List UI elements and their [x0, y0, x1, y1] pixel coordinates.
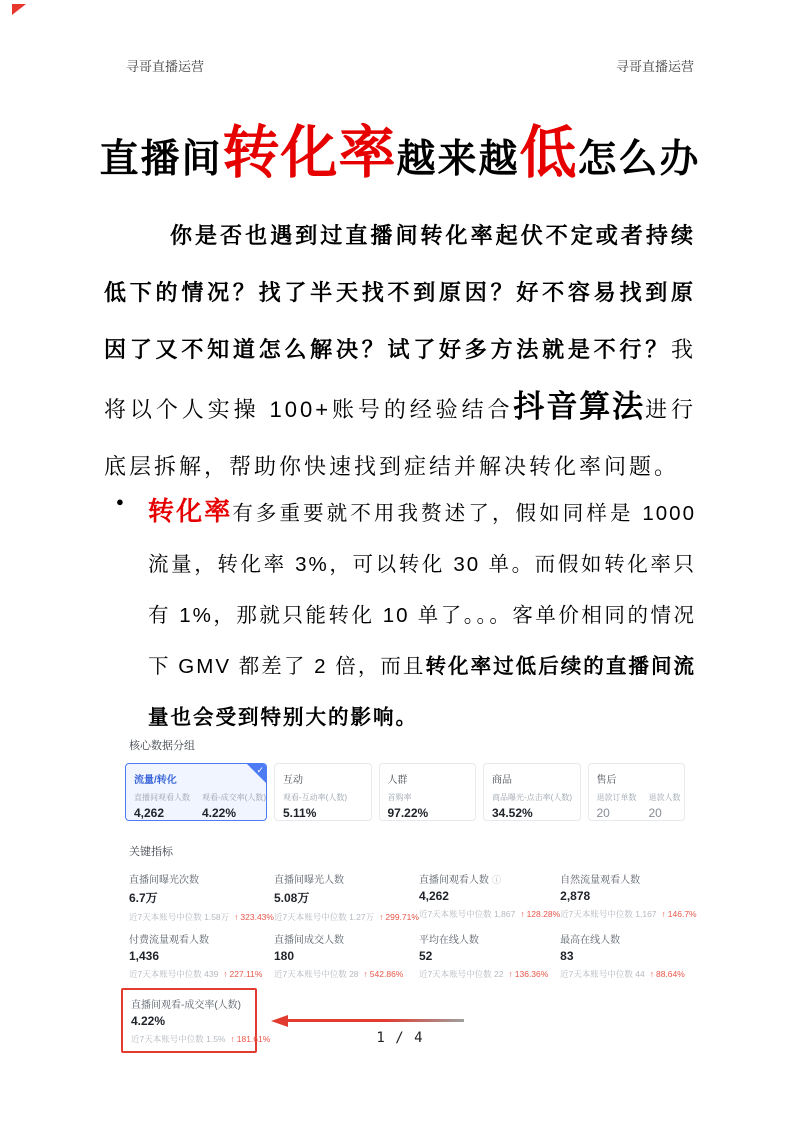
bullet-text [148, 486, 696, 743]
card-metric-label: 首购率 [387, 793, 412, 802]
kpi-median-line: 近7天本账号中位数 28 ↑ 542.86% [273, 969, 404, 979]
kpi-change-badge: ↑ 323.43% [234, 912, 274, 922]
card-metric-value: 4.22% [202, 806, 237, 820]
intro-bold-text: 你是否也遇到过直播间转化率起伏不定或者持续低下的情况？找了半天找不到原因？好不容易找到原因了又不知道怎么解决？试了好多方法就是不行？ [104, 223, 696, 362]
kpi-value: 52 [418, 949, 433, 963]
metric-card-row [125, 763, 685, 821]
card-metric-label: 退款人数 [648, 793, 681, 802]
kpi-grid [125, 871, 697, 980]
kpi-median-line: 近7天本账号中位数 1.27万 ↑ 299.71% [273, 912, 419, 922]
up-arrow-icon: ↑ [234, 912, 239, 922]
kpi-value: 1,436 [129, 949, 160, 963]
page-header [104, 56, 694, 75]
kpi-label: 直播间观看人数 ⓘ [418, 875, 501, 886]
kpi-change-badge: ↑ 136.36% [508, 969, 549, 979]
kpi-label: 直播间观看-成交率(人数) [131, 1000, 241, 1011]
bullet-dot-icon: ● [116, 494, 124, 509]
tab-card-interaction[interactable] [274, 763, 372, 821]
kpi-organic-viewers [560, 871, 696, 923]
up-arrow-icon: ↑ [223, 969, 228, 979]
title-segment: 直播间 [99, 138, 223, 181]
card-metric [597, 786, 637, 820]
kpi-value: 83 [560, 949, 574, 963]
tab-card-aftersale[interactable] [588, 763, 686, 821]
bullet-bold-text: 转化率过低后续的直播间流量也会受到特别大的影响。 [148, 655, 696, 729]
kpi-median-line: 近7天本账号中位数 44 ↑ 88.64% [560, 969, 685, 979]
tab-card-audience[interactable] [379, 763, 477, 821]
kpi-section-title: 关键指标 [129, 846, 173, 858]
card-title: 流量/转化 [134, 775, 177, 786]
kpi-change-badge: ↑ 299.71% [379, 912, 419, 922]
up-arrow-icon: ↑ [230, 1034, 235, 1044]
kpi-value: 2,878 [560, 889, 591, 903]
card-metric-value: 4,262 [134, 806, 165, 820]
kpi-value: 4,262 [418, 889, 449, 903]
title-segment: 怎么办 [577, 138, 701, 181]
intro-regular-text: 进行底层拆解，帮助你快速找到症结并解决转化率问题。 [104, 397, 696, 479]
page-number: 1 / 4 [376, 1030, 424, 1046]
kpi-label: 直播间曝光次数 [129, 875, 199, 886]
bullet-regular-text: 有多重要就不用我赘述了，假如同样是 1000 流量，转化率 3%，可以转化 30 单。而假如转化率只有 1%，那就只能转化 10 单了。。。客单价相同的情况下 GMV 都差了 2 倍，而且 [148, 502, 696, 678]
kpi-label: 自然流量观看人数 [560, 875, 641, 886]
card-metric-value: 34.52% [492, 806, 533, 820]
card-title: 售后 [596, 775, 617, 786]
title-highlight: 转化率 [222, 121, 397, 185]
kpi-change-badge: ↑ 227.11% [223, 969, 263, 979]
up-arrow-icon: ↑ [363, 969, 368, 979]
kpi-label: 平均在线人数 [418, 935, 479, 946]
kpi-label: 直播间成交人数 [273, 935, 344, 946]
card-metric-label: 观看-成交率(人数) [202, 793, 266, 802]
kpi-median-line: 近7天本账号中位数 1.58万 ↑ 323.43% [129, 912, 274, 922]
up-arrow-icon: ↑ [508, 969, 513, 979]
tab-card-product[interactable] [483, 763, 581, 821]
kpi-median-line: 近7天本账号中位数 1.5% ↑ 181.61% [131, 1034, 271, 1044]
intro-paragraph [104, 207, 696, 495]
page-title [0, 112, 800, 209]
card-metric [202, 786, 266, 820]
title-segment: 越来越 [396, 138, 520, 181]
kpi-live-viewers [419, 871, 560, 923]
up-arrow-icon: ↑ [649, 969, 654, 979]
kpi-max-online [560, 931, 696, 980]
kpi-value: 180 [273, 949, 294, 963]
card-metric-value: 20 [596, 806, 610, 820]
kpi-live-exposure-count [129, 871, 274, 923]
corner-marker-icon [12, 4, 26, 15]
card-metric-label: 商品曝光-点击率(人数) [492, 793, 572, 802]
kpi-median-line: 近7天本账号中位数 439 ↑ 227.11% [129, 969, 263, 979]
card-metric [134, 786, 190, 820]
bullet-item [104, 486, 696, 743]
up-arrow-icon: ↑ [379, 912, 384, 922]
kpi-label: 直播间曝光人数 [273, 875, 344, 886]
kpi-change-badge: ↑ 88.64% [649, 969, 685, 979]
header-right-text: 寻哥直播运营 [615, 59, 694, 74]
card-metric-label: 退款订单数 [596, 793, 637, 802]
card-metric-label: 直播间观看人数 [134, 793, 190, 802]
card-metric [649, 786, 681, 820]
kpi-change-badge: ↑ 128.28% [520, 909, 561, 919]
kpi-change-badge: ↑ 181.61% [230, 1034, 271, 1044]
kpi-median-line: 近7天本账号中位数 1,167 ↑ 146.7% [560, 909, 697, 919]
header-left-text: 寻哥直播运营 [126, 59, 205, 74]
up-arrow-icon: ↑ [661, 909, 666, 919]
up-arrow-icon: ↑ [520, 909, 525, 919]
kpi-change-badge: ↑ 542.86% [363, 969, 404, 979]
red-arrow-annotation-icon [271, 1015, 464, 1027]
kpi-label: 最高在线人数 [560, 935, 621, 946]
kpi-avg-online [419, 931, 560, 980]
card-metric-value: 97.22% [387, 806, 429, 820]
kpi-change-badge: ↑ 146.7% [661, 909, 697, 919]
kpi-value: 4.22% [131, 1014, 166, 1028]
kpi-median-line: 近7天本账号中位数 22 ↑ 136.36% [418, 969, 549, 979]
card-metric-value: 20 [648, 806, 662, 820]
analytics-dashboard-screenshot [125, 737, 697, 1053]
title-highlight: 低 [519, 121, 578, 185]
card-title: 商品 [492, 775, 512, 786]
bullet-keyword: 转化率 [148, 496, 233, 526]
card-title: 人群 [387, 775, 408, 786]
core-data-group-title: 核心数据分组 [129, 740, 195, 752]
kpi-paid-viewers [129, 931, 274, 980]
info-icon[interactable]: ⓘ [491, 875, 501, 885]
kpi-live-exposure-people [274, 871, 419, 923]
card-title: 互动 [283, 775, 303, 786]
card-metric-label: 观看-互动率(人数) [283, 793, 347, 802]
kpi-live-orders [274, 931, 419, 980]
kpi-median-line: 近7天本账号中位数 1,867 ↑ 128.28% [418, 909, 561, 919]
card-metric-value: 5.11% [283, 806, 317, 820]
kpi-label: 付费流量观看人数 [129, 935, 209, 946]
tab-card-traffic-conversion[interactable] [125, 763, 267, 821]
check-icon: ✓ [256, 765, 264, 775]
kpi-value: 5.08万 [273, 891, 310, 905]
intro-highlight-text: 抖音算法 [513, 389, 646, 424]
intro-regular-text: 我将以个人实操 100+账号的经验结合 [104, 337, 696, 422]
kpi-value: 6.7万 [129, 891, 158, 905]
